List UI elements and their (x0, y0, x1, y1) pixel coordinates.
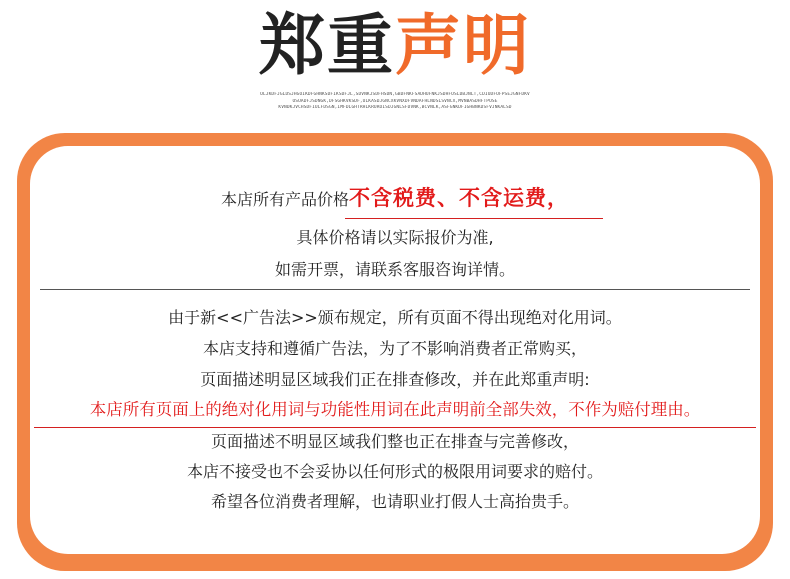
price-detail-line: 具体价格请以实际报价为准, (296, 228, 494, 247)
warning-underline (34, 427, 756, 428)
fine-print-line: OLJKDFJGLDSJHGOIKDFGHNKSDFIKSDFJL,SDVNKJSDFHSDN,GBDFNKFSADHUFNKJSDHFOSLDBJNLT,CDIUDFOFPSEJGNFDKV (260, 92, 530, 97)
page-title (0, 8, 790, 84)
price-notice-highlight: 不含税费、不含运费， (349, 186, 569, 210)
law-line-4-warning: 本店所有页面上的绝对化用词与功能性用词在此声明前全部失效，不作为赔付理由。 (89, 400, 701, 419)
law-line-5: 页面描述不明显区域我们整也正在排查与完善修改， (210, 432, 579, 451)
section-divider (40, 289, 750, 290)
law-line-1: 由于新<<广告法>>颁布规定，所有页面不得出现绝对化用词。 (168, 308, 622, 327)
law-line-7: 希望各位消费者理解，也请职业打假人士高抬贵手。 (210, 492, 579, 511)
price-notice-prefix: 本店所有产品价格 (220, 190, 349, 209)
price-notice-line (0, 186, 790, 212)
highlight-underline (345, 218, 603, 219)
law-line-2: 本店支持和遵循广告法，为了不影响消费者正常购买， (202, 339, 587, 358)
fine-print-line: OSUADFJSDNGK,DFSGHKVKSDF,ULKASDJGNCXKVNXDFVNDAFHLNDSLSVNCX,MVNBASDHFTPOSE (292, 98, 498, 104)
law-line-6: 本店不接受也不会妥协以任何形式的极限用词要求的赔付。 (186, 462, 603, 481)
title-part-accent: 声明 (395, 7, 531, 84)
fine-print-block (220, 92, 570, 112)
invoice-line: 如需开票，请联系客服咨询详情。 (274, 260, 515, 279)
fine-print-line: KVNDKJVCHSDFIULFDSGN,IMFDLGHTRHLKRUROISDJGNLSFDVNK,BCVNLK,ASFGNKDFIGHBNKDSFVJNKALSD (278, 105, 512, 110)
title-part-dark: 郑重 (259, 7, 395, 84)
law-line-3: 页面描述明显区域我们正在排查修改，并在此郑重声明: (200, 370, 590, 389)
